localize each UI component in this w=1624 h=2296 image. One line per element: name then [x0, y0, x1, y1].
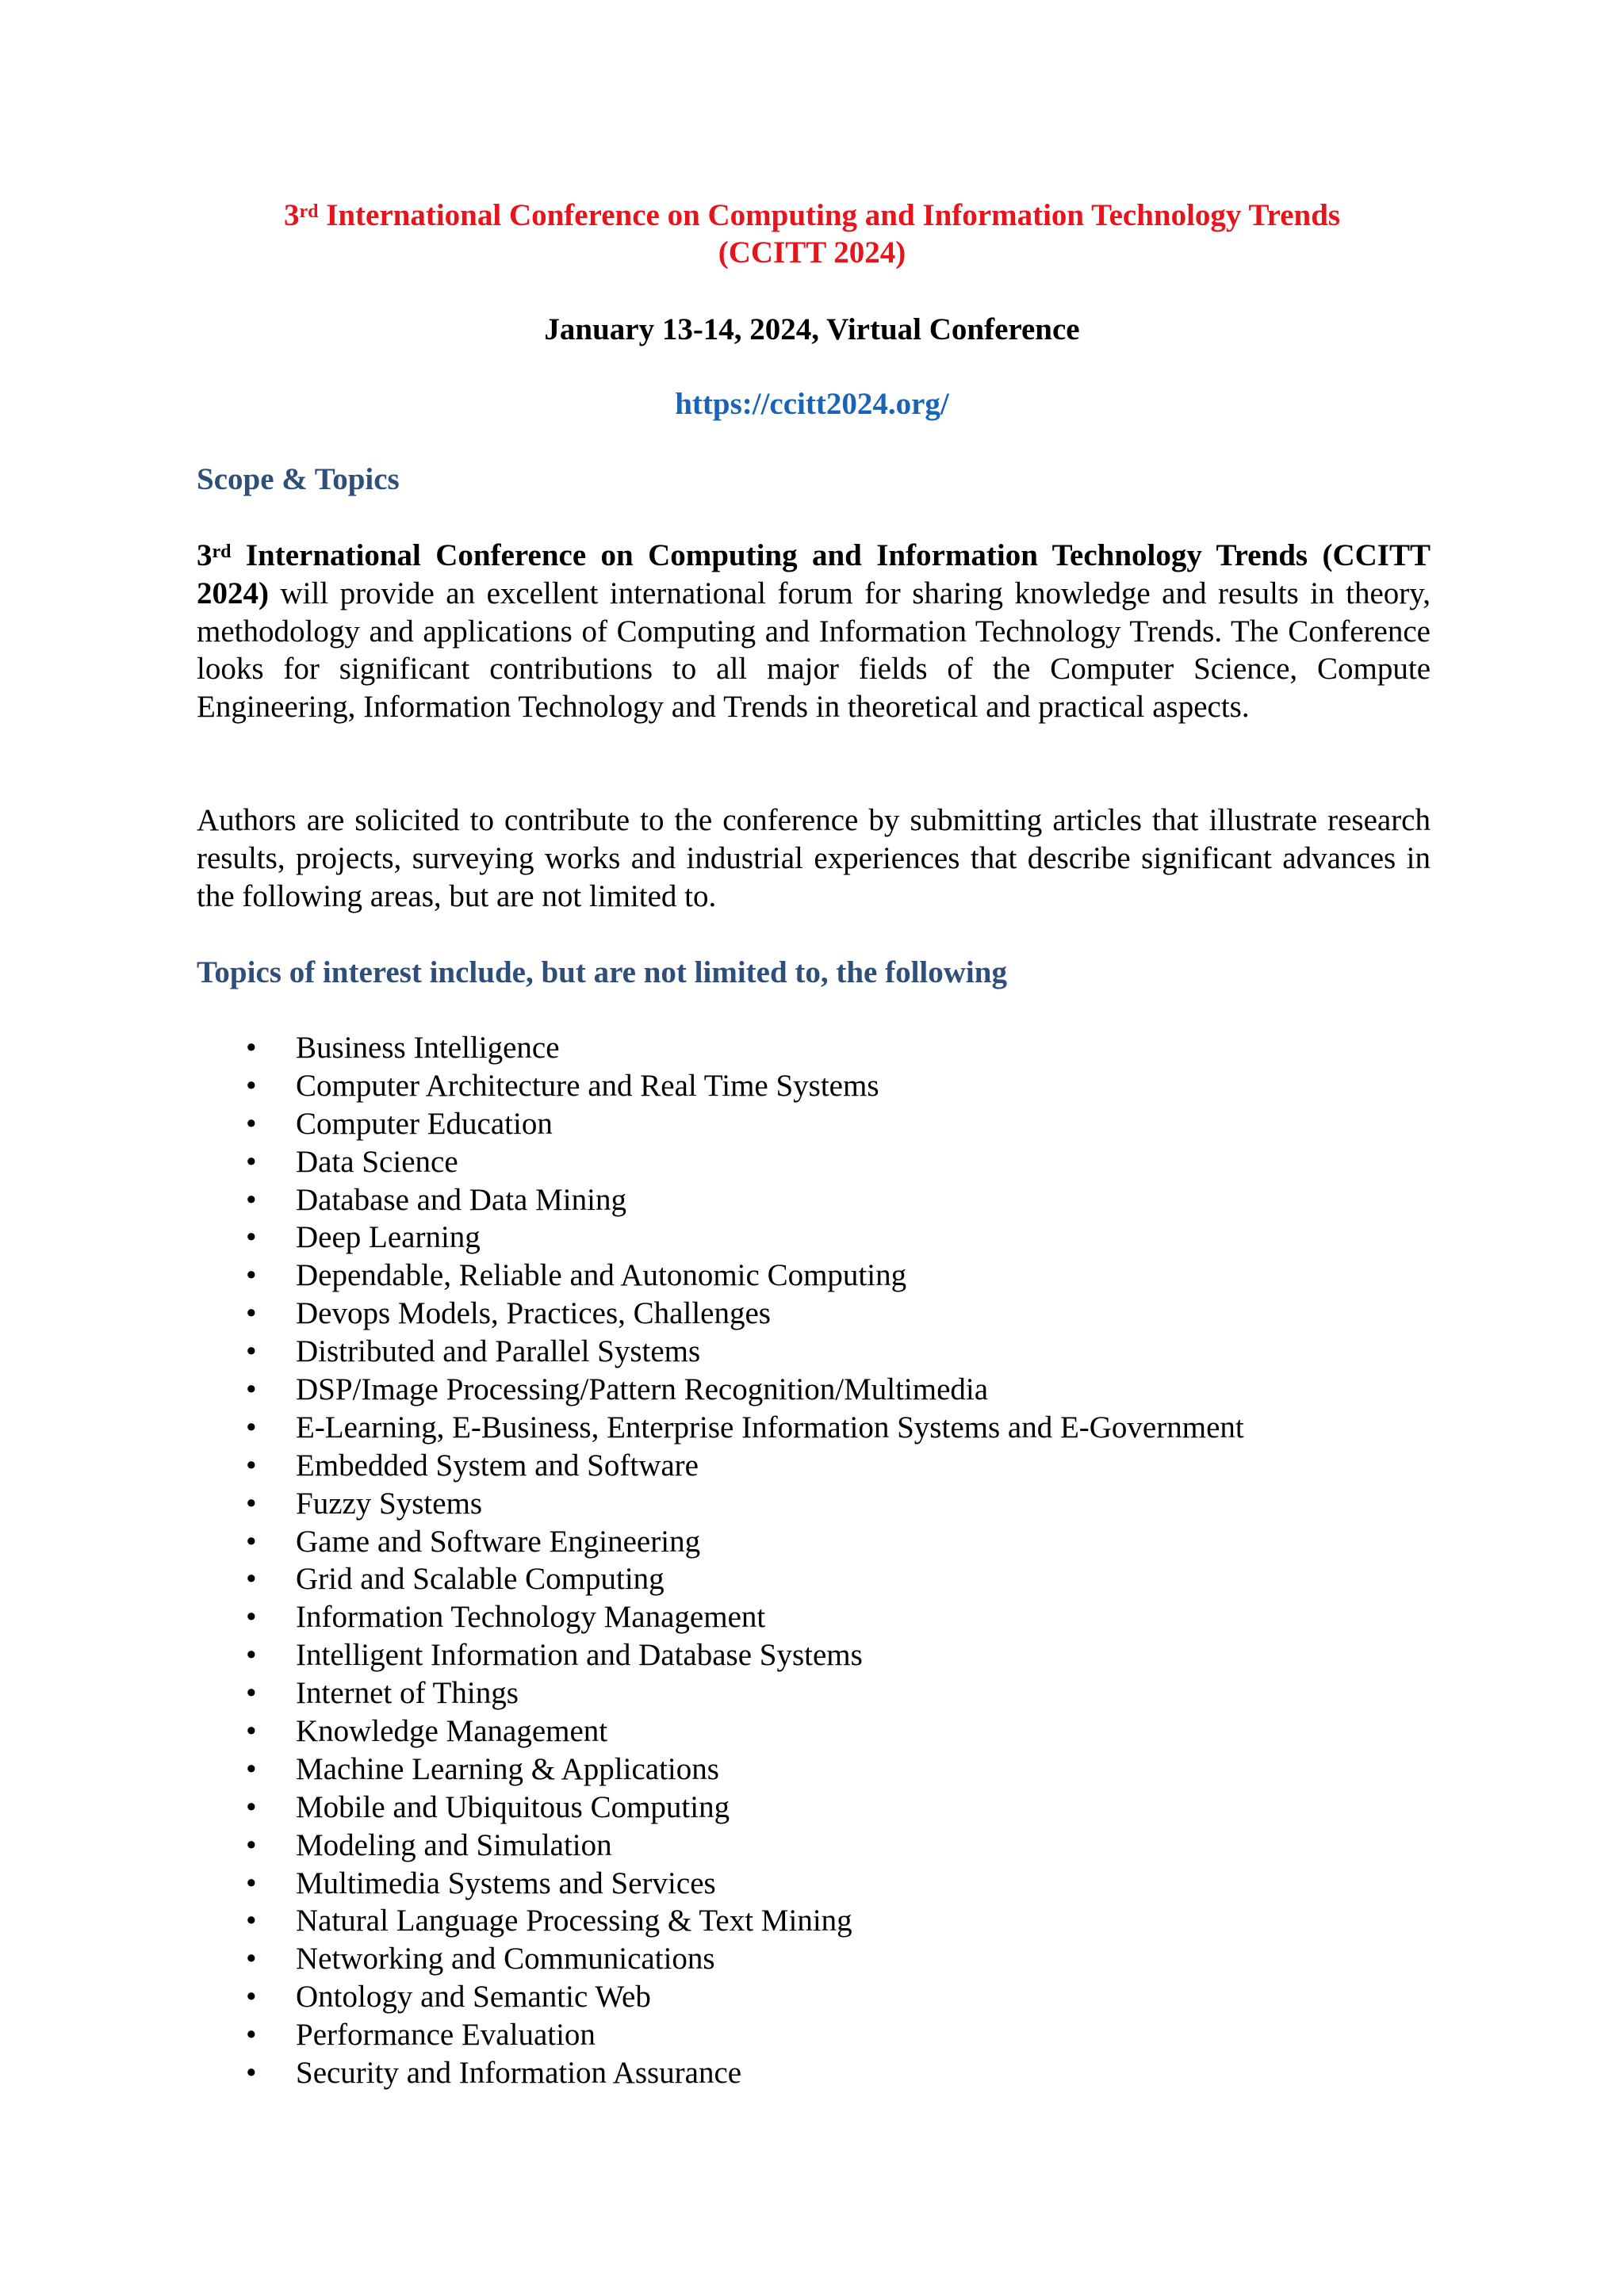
topics-list: [197, 1029, 1244, 2092]
topic-label: Computer Education: [296, 1106, 553, 1141]
topic-item: [197, 1827, 1244, 1865]
topic-item: [197, 2016, 1244, 2054]
topic-label: Mobile and Ubiquitous Computing: [296, 1789, 730, 1824]
conference-url-link[interactable]: https://ccitt2024.org/: [675, 387, 949, 421]
bullet-icon: •: [246, 1789, 257, 1824]
bullet-icon: •: [246, 1334, 257, 1369]
topic-label: Internet of Things: [296, 1676, 519, 1711]
bullet-icon: •: [246, 1031, 257, 1065]
bullet-icon: •: [246, 1144, 257, 1179]
lead-text: International Conference on Computing and Information Technology Trends (CCITT 2024): [197, 538, 1431, 610]
topic-item: [197, 1181, 1244, 1219]
topic-item: [197, 1674, 1244, 1712]
bullet-icon: •: [246, 1106, 257, 1141]
bullet-icon: •: [246, 1258, 257, 1293]
topic-item: [197, 1598, 1244, 1636]
bullet-icon: •: [246, 1751, 257, 1786]
topic-label: Deep Learning: [296, 1220, 481, 1255]
topic-item: [197, 1105, 1244, 1143]
topic-label: Computer Architecture and Real Time Systems: [296, 1068, 879, 1103]
topic-item: [197, 1447, 1244, 1485]
title-ordinal-suffix: rd: [299, 201, 319, 222]
topic-item: [197, 1560, 1244, 1598]
topic-item: [197, 1636, 1244, 1674]
bullet-icon: •: [246, 1410, 257, 1445]
bullet-icon: •: [246, 1220, 257, 1255]
topic-label: Information Technology Management: [296, 1600, 766, 1635]
lead-ordinal: 3: [197, 538, 213, 572]
bullet-icon: •: [246, 1904, 257, 1938]
topic-label: Modeling and Simulation: [296, 1827, 612, 1862]
bullet-icon: •: [246, 1524, 257, 1559]
topic-item: [197, 1257, 1244, 1295]
scope-paragraph: [197, 537, 1431, 726]
authors-paragraph: Authors are solicited to contribute to the conference by submitting articles that illustrate research results, projects, surveying works and industrial experiences that describe significant advances in the following areas, but are not limited to.: [197, 803, 1431, 913]
bullet-icon: •: [246, 1942, 257, 1976]
topic-label: Networking and Communications: [296, 1942, 715, 1976]
topic-item: [197, 1143, 1244, 1181]
conference-dates: January 13-14, 2024, Virtual Conference: [544, 312, 1080, 346]
topic-item: [197, 1067, 1244, 1105]
topic-item: [197, 1219, 1244, 1257]
bullet-icon: •: [246, 1562, 257, 1597]
topic-label: Intelligent Information and Database Systems: [296, 1638, 863, 1673]
bullet-icon: •: [246, 1448, 257, 1483]
scope-paragraph-body: will provide an excellent international forum for sharing knowledge and results in theory, methodology and applications of Computing and Information Technology Trends. The Conference looks for significant contributions to all major fields of the Computer Science, Compute Engineering, Information Technology and Trends in theoretical and practical aspects.: [197, 576, 1431, 725]
topic-label: Database and Data Mining: [296, 1182, 626, 1217]
topic-label: Multimedia Systems and Services: [296, 1866, 716, 1900]
topic-item: [197, 1978, 1244, 2016]
conference-title: [0, 197, 1624, 234]
topic-item: [197, 1712, 1244, 1751]
topics-heading: Topics of interest include, but are not limited to, the following: [197, 955, 1007, 989]
topic-label: Security and Information Assurance: [296, 2056, 742, 2091]
topic-label: Data Science: [296, 1144, 458, 1179]
bullet-icon: •: [246, 1600, 257, 1635]
bullet-icon: •: [246, 1638, 257, 1673]
topic-item: [197, 1865, 1244, 1903]
bullet-icon: •: [246, 2056, 257, 2091]
topic-label: Grid and Scalable Computing: [296, 1562, 665, 1597]
topic-label: Performance Evaluation: [296, 2018, 596, 2053]
topic-label: Business Intelligence: [296, 1031, 560, 1065]
topic-label: Distributed and Parallel Systems: [296, 1334, 701, 1369]
topic-label: Embedded System and Software: [296, 1448, 699, 1483]
topic-label: Machine Learning & Applications: [296, 1751, 719, 1786]
scope-heading: Scope & Topics: [197, 462, 400, 496]
topic-item: [197, 1789, 1244, 1827]
bullet-icon: •: [246, 1676, 257, 1711]
topic-item: [197, 1751, 1244, 1789]
lead-ordinal-suffix: rd: [212, 541, 232, 562]
topic-item: [197, 1940, 1244, 1978]
topic-label: Natural Language Processing & Text Mining: [296, 1904, 852, 1938]
bullet-icon: •: [246, 1980, 257, 2015]
topic-label: DSP/Image Processing/Pattern Recognition/Multimedia: [296, 1372, 989, 1407]
topic-label: Game and Software Engineering: [296, 1524, 701, 1559]
topic-item: [197, 1029, 1244, 1067]
topic-item: [197, 1485, 1244, 1523]
topic-item: [197, 2054, 1244, 2092]
topic-item: [197, 1409, 1244, 1447]
topic-item: [197, 1295, 1244, 1333]
bullet-icon: •: [246, 2018, 257, 2053]
topic-label: Ontology and Semantic Web: [296, 1980, 651, 2015]
bullet-icon: •: [246, 1372, 257, 1407]
title-ordinal: 3: [283, 198, 300, 232]
topic-label: E-Learning, E-Business, Enterprise Information Systems and E-Government: [296, 1410, 1244, 1445]
bullet-icon: •: [246, 1714, 257, 1749]
bullet-icon: •: [246, 1296, 257, 1331]
conference-abbreviation: (CCITT 2024): [718, 235, 906, 270]
bullet-icon: •: [246, 1827, 257, 1862]
bullet-icon: •: [246, 1866, 257, 1900]
bullet-icon: •: [246, 1486, 257, 1521]
title-text: International Conference on Computing and Information Technology Trends: [318, 198, 1341, 232]
topic-label: Knowledge Management: [296, 1714, 608, 1749]
bullet-icon: •: [246, 1182, 257, 1217]
topic-item: [197, 1333, 1244, 1371]
topic-label: Fuzzy Systems: [296, 1486, 483, 1521]
bullet-icon: •: [246, 1068, 257, 1103]
topic-item: [197, 1902, 1244, 1940]
topic-label: Devops Models, Practices, Challenges: [296, 1296, 771, 1331]
topic-item: [197, 1371, 1244, 1409]
topic-label: Dependable, Reliable and Autonomic Computing: [296, 1258, 907, 1293]
topic-item: [197, 1523, 1244, 1561]
